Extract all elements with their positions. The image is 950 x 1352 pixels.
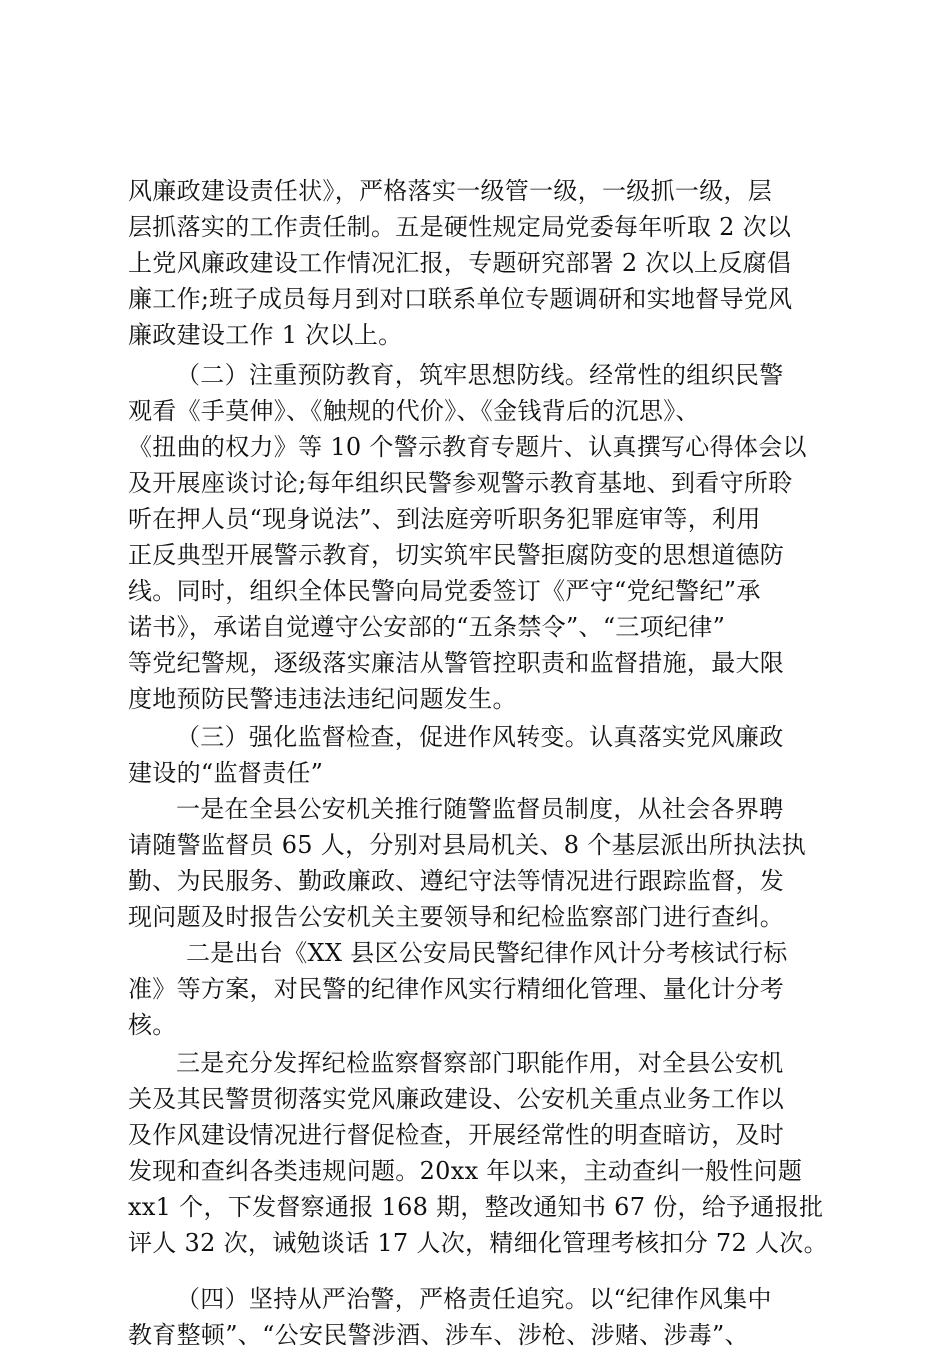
text-line: 准》等方案，对民警的纪律作风实行精细化管理、量化计分考 [128, 975, 785, 1003]
text-line: 廉工作;班子成员每月到对口联系单位专题调研和实地督导党风 [128, 285, 793, 313]
text-line: 勤、为民服务、勤政廉政、遵纪守法等情况进行跟踪监督，发 [128, 867, 785, 895]
section-heading: （二）注重预防教育，筑牢思想防线。经常性的组织民警 [176, 361, 784, 389]
text-line: 度地预防民警违违法违纪问题发生。 [128, 685, 517, 713]
text-line: 教育整顿”、“公安民警涉酒、涉车、涉枪、涉赌、涉毒”、 [128, 1321, 749, 1349]
text-line: 听在押人员“现身说法”、到法庭旁听职务犯罪庭审等，利用 [128, 505, 761, 533]
text-line: 评人 32 次，诫勉谈话 17 人次，精细化管理考核扣分 72 人次。 [128, 1229, 828, 1257]
text-line: 现问题及时报告公安机关主要领导和纪检监察部门进行查纠。 [128, 903, 785, 931]
text-line: 观看《手莫伸》、《触规的代价》、《金钱背后的沉思》、 [128, 397, 700, 425]
text-line: 诺书》，承诺自觉遵守公安部的“五条禁令”、“三项纪律” [128, 613, 726, 641]
text-line: 风廉政建设责任状》，严格落实一级管一级，一级抓一级，层 [128, 177, 773, 205]
text-line: xx1 个，下发督察通报 168 期，整改通知书 67 份，给予通报批 [128, 1193, 824, 1221]
text-line: 等党纪警规，逐级落实廉洁从警管控职责和监督措施，最大限 [128, 649, 785, 677]
text-line: 请随警监督员 65 人，分别对县局机关、8 个基层派出所执法执 [128, 831, 806, 859]
text-line: 上党风廉政建设工作情况汇报，专题研究部署 2 次以上反腐倡 [128, 249, 792, 277]
text-line: 正反典型开展警示教育，切实筑牢民警拒腐防变的思想道德防 [128, 541, 785, 569]
text-line: 发现和查纠各类违规问题。20xx 年以来，主动查纠一般性问题 [128, 1157, 803, 1185]
text-line: 层抓落实的工作责任制。五是硬性规定局党委每年听取 2 次以 [128, 213, 792, 241]
text-line: 线。同时，组织全体民警向局党委签订《严守“党纪警纪”承 [128, 577, 761, 605]
text-line: 三是充分发挥纪检监察督察部门职能作用，对全县公安机 [176, 1049, 784, 1077]
text-line: 廉政建设工作 1 次以上。 [128, 321, 403, 349]
text-line: 《扭曲的权力》等 10 个警示教育专题片、认真撰写心得体会以 [128, 433, 807, 461]
text-line: 及开展座谈讨论;每年组织民警参观警示教育基地、到看守所聆 [128, 469, 793, 497]
text-line: 及作风建设情况进行督促检查，开展经常性的明查暗访，及时 [128, 1121, 785, 1149]
text-line: 核。 [128, 1011, 177, 1039]
text-line: 一是在全县公安机关推行随警监督员制度，从社会各界聘 [176, 795, 784, 823]
section-heading: （四）坚持从严治警，严格责任追究。以“纪律作风集中 [176, 1285, 772, 1313]
text-line: 建设的“监督责任” [128, 759, 324, 787]
section-heading: （三）强化监督检查，促进作风转变。认真落实党风廉政 [176, 723, 784, 751]
text-line: 二是出台《XX 县区公安局民警纪律作风计分考核试行标 [186, 939, 788, 967]
text-line: 关及其民警贯彻落实党风廉政建设、公安机关重点业务工作以 [128, 1085, 785, 1113]
